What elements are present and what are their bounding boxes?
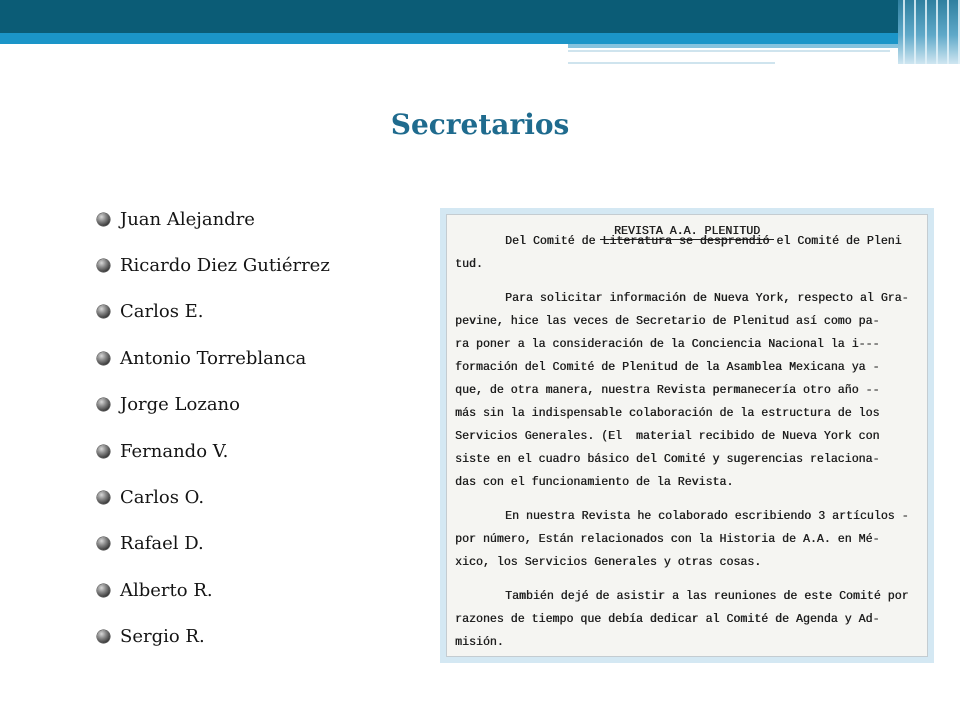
bullet-sphere-icon	[97, 305, 110, 318]
document-paragraph	[455, 287, 909, 494]
secretary-name: Sergio R.	[120, 626, 205, 648]
secretary-item	[97, 289, 330, 335]
document-line: razones de tiempo que debía dedicar al Comité de Agenda y Ad-	[455, 613, 880, 627]
document-paragraph	[455, 230, 909, 276]
slide-title: Secretarios	[390, 108, 570, 141]
header-decor-line	[568, 50, 890, 52]
secretary-name: Ricardo Diez Gutiérrez	[120, 255, 330, 277]
header-decor-stripes	[898, 0, 960, 64]
secretary-name: Antonio Torreblanca	[120, 347, 307, 369]
header-band	[0, 0, 960, 33]
document-line: das con el funcionamiento de la Revista.	[455, 476, 734, 490]
secretary-item	[97, 242, 330, 288]
secretary-item	[97, 382, 330, 428]
bullet-sphere-icon	[97, 537, 110, 550]
bullet-sphere-icon	[97, 491, 110, 504]
secretary-item	[97, 428, 330, 474]
bullet-sphere-icon	[97, 259, 110, 272]
document-paper	[446, 214, 928, 657]
document-line: Servicios Generales. (El material recibido de Nueva York con	[455, 430, 880, 444]
bullet-sphere-icon	[97, 584, 110, 597]
secretary-item	[97, 335, 330, 381]
header-accent-band	[0, 33, 960, 44]
header-decor-line	[568, 62, 775, 64]
secretary-item	[97, 521, 330, 567]
document-line: xico, los Servicios Generales y otras cosas.	[455, 556, 762, 570]
document-paragraph	[455, 585, 909, 654]
secretary-item	[97, 196, 330, 242]
secretary-name: Alberto R.	[120, 579, 213, 601]
bullet-sphere-icon	[97, 630, 110, 643]
bullet-sphere-icon	[97, 398, 110, 411]
document-line: Para solicitar información de Nueva York, respecto al Gra-	[505, 292, 909, 306]
scanned-document-image	[440, 208, 934, 663]
bullet-sphere-icon	[97, 213, 110, 226]
secretary-name: Carlos O.	[120, 487, 205, 509]
document-line: pevine, hice las veces de Secretario de Plenitud así como pa-	[455, 315, 880, 329]
document-line: formación del Comité de Plenitud de la Asamblea Mexicana ya -	[455, 361, 880, 375]
document-line: Del Comité de Literatura se desprendió el Comité de Pleni	[505, 235, 902, 249]
bullet-sphere-icon	[97, 445, 110, 458]
document-heading: REVISTA A.A. PLENITUD	[600, 225, 774, 240]
document-line: misión.	[455, 636, 504, 650]
document-line: que, de otra manera, nuestra Revista permanecería otro año --	[455, 384, 880, 398]
document-line: tud.	[455, 258, 483, 272]
secretary-name: Juan Alejandre	[120, 208, 255, 230]
bullet-sphere-icon	[97, 352, 110, 365]
document-paragraph	[455, 505, 909, 574]
document-line: En nuestra Revista he colaborado escribiendo 3 artículos -	[505, 510, 909, 524]
secretary-name: Fernando V.	[120, 440, 229, 462]
document-body	[455, 230, 909, 654]
document-line: más sin la indispensable colaboración de la estructura de los	[455, 407, 880, 421]
secretary-item	[97, 567, 330, 613]
document-line: ra poner a la consideración de la Conciencia Nacional la i---	[455, 338, 880, 352]
secretary-name: Carlos E.	[120, 301, 204, 323]
document-line: También dejé de asistir a las reuniones de este Comité por	[505, 590, 909, 604]
secretary-name: Rafael D.	[120, 533, 204, 555]
secretary-item	[97, 474, 330, 520]
secretary-item	[97, 614, 330, 660]
secretaries-list	[97, 196, 330, 660]
document-line: por número, Están relacionados con la Historia de A.A. en Mé-	[455, 533, 880, 547]
document-line: siste en el cuadro básico del Comité y sugerencias relaciona-	[455, 453, 880, 467]
secretary-name: Jorge Lozano	[120, 394, 240, 416]
